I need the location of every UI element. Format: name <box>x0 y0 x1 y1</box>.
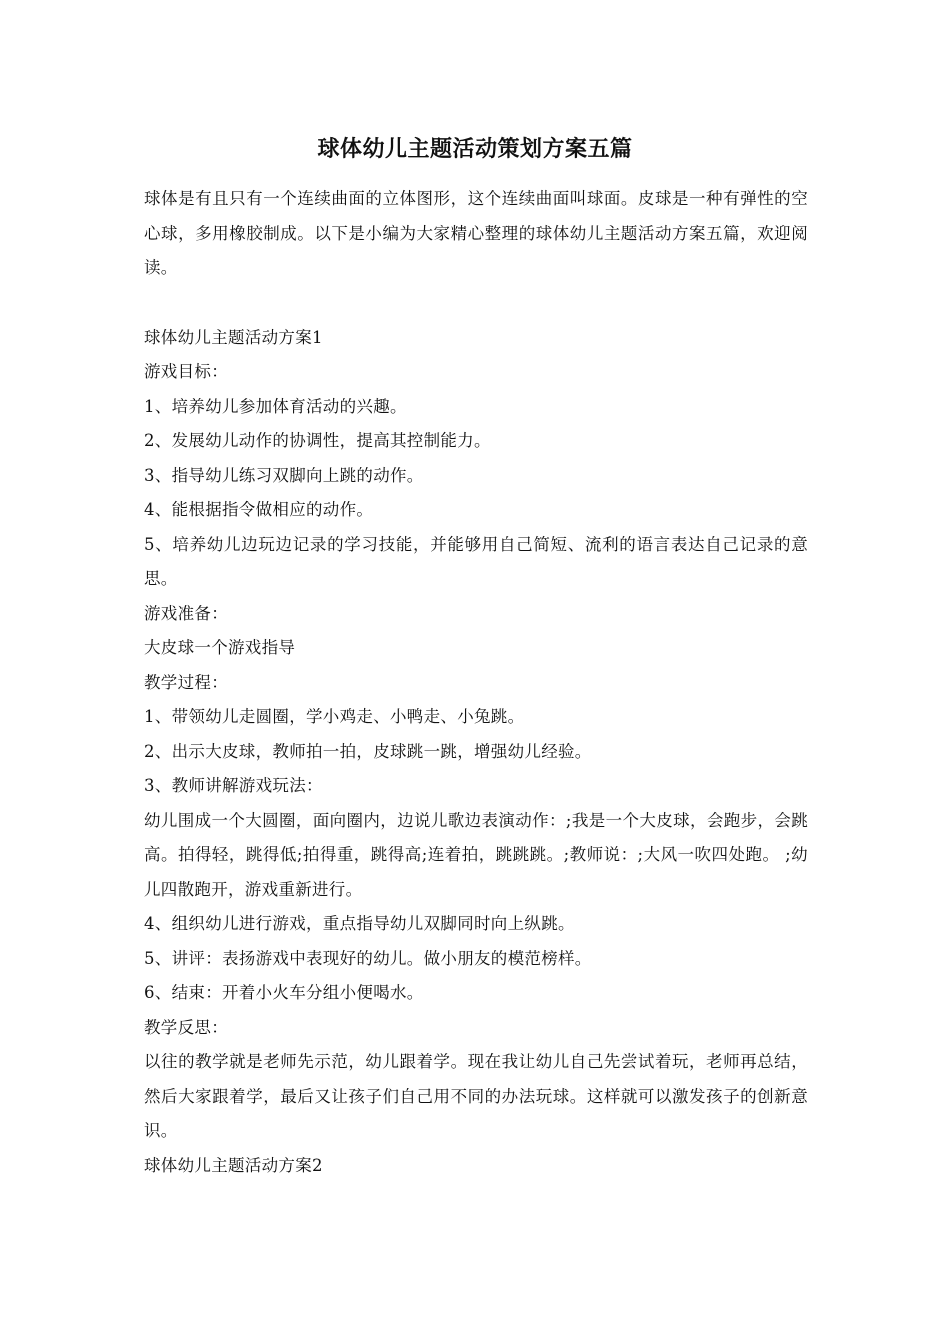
list-item: 3、指导幼儿练习双脚向上跳的动作。 <box>144 465 424 485</box>
list-item: 1、培养幼儿参加体育活动的兴趣。 <box>144 396 407 416</box>
document-body <box>144 182 808 1183</box>
list-item: 4、能根据指令做相应的动作。 <box>144 500 374 519</box>
subheading-game-goals: 游戏目标： <box>144 362 228 381</box>
list-item: 5、培养幼儿边玩边记录的学习技能，并能够用自己简短、流利的语言表达自己记录的意思。 <box>144 534 808 588</box>
section-heading-plan-1: 球体幼儿主题活动方案1 <box>144 327 323 347</box>
section-heading-plan-2: 球体幼儿主题活动方案2 <box>144 1155 323 1175</box>
list-item: 3、教师讲解游戏玩法： <box>144 776 323 795</box>
intro-paragraph <box>144 182 808 286</box>
subheading-teaching-process: 教学过程： <box>144 672 228 692</box>
paragraph: 以往的教学就是老师先示范，幼儿跟着学。现在我让幼儿自己先尝试着玩，老师再总结，然后大家跟着学，最后又让孩子们自己用不同的办法玩球。这样就可以激发孩子的创新意识。 <box>144 1052 808 1140</box>
list-item: 5、讲评：表扬游戏中表现好的幼儿。做小朋友的模范榜样。 <box>144 948 592 968</box>
paragraph-spacer <box>144 286 808 321</box>
subheading-teaching-reflection: 教学反思： <box>144 1017 228 1037</box>
list-item: 1、带领幼儿走圆圈，学小鸡走、小鸭走、小兔跳。 <box>144 707 525 726</box>
list-item: 2、发展幼儿动作的协调性，提高其控制能力。 <box>144 431 491 450</box>
paragraph: 大皮球一个游戏指导 <box>144 638 296 657</box>
list-item: 2、出示大皮球，教师拍一拍，皮球跳一跳，增强幼儿经验。 <box>144 741 592 761</box>
paragraph: 幼儿围成一个大圆圈，面向圈内，边说儿歌边表演动作：;我是一个大皮球，会跑步，会跳高。拍得轻，跳得低;拍得重，跳得高;连着拍，跳跳跳。;教师说：;大风一吹四处跑。 ;幼儿四散跑开，游戏重新进行。 <box>144 810 808 899</box>
list-item: 6、结束：开着小火车分组小便喝水。 <box>144 983 424 1002</box>
intro-text: 球体是有且只有一个连续曲面的立体图形，这个连续曲面叫球面。皮球是一种有弹性的空心球，多用橡胶制成。以下是小编为大家精心整理的球体幼儿主题活动方案五篇，欢迎阅读。 <box>144 189 808 277</box>
list-item: 4、组织幼儿进行游戏，重点指导幼儿双脚同时向上纵跳。 <box>144 914 575 933</box>
subheading-game-preparation: 游戏准备： <box>144 603 228 623</box>
document-title: 球体幼儿主题活动策划方案五篇 <box>317 136 633 162</box>
